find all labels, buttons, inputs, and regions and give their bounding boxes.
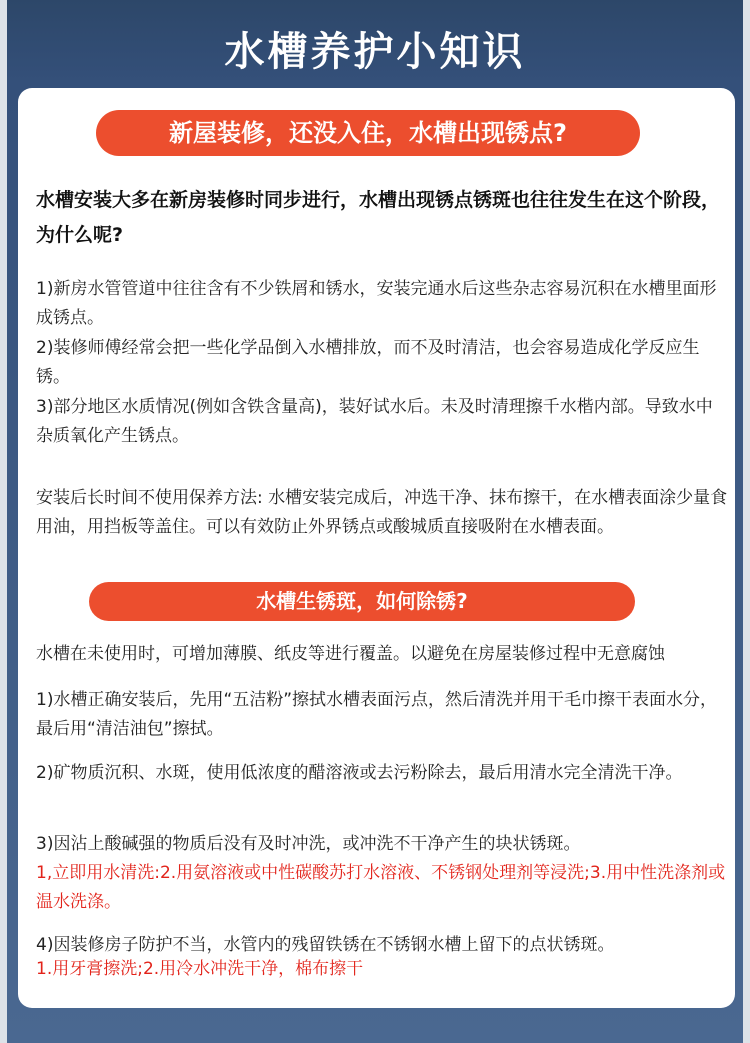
page-frame [7, 0, 743, 1043]
step-1: 1)水槽正确安装后，先用“五洁粉”擦拭水槽表面污点，然后清洗并用干毛巾擦干表面水分，最后用“清洁油包”擦拭。 [36, 690, 718, 739]
reason-item-1: 1)新房水管管道中往往含有不少铁屑和锈水，安装完通水后这些杂志容易沉积在水槽里面形成锈点。 [36, 279, 717, 328]
section2-heading: 水槽生锈斑，如何除锈? [89, 582, 635, 621]
step-2: 2)矿物质沉积、水斑，使用低浓度的醋溶液或去污粉除去，最后用清水完全清洗干净。 [36, 763, 683, 783]
section2-intro: 水槽在未使用时，可增加薄膜、纸皮等进行覆盖。以避免在房屋装修过程中无意腐蚀 [36, 644, 665, 664]
section1-heading: 新屋装修，还没入住，水槽出现锈点? [96, 110, 640, 156]
section1-lead: 水槽安装大多在新房装修时同步进行，水槽出现锈点锈斑也往往发生在这个阶段，为什么呢? [36, 189, 721, 246]
step-3-fix: 1,立即用水清洗:2.用氨溶液或中性碳酸苏打水溶液、不锈钢处理剂等浸洗;3.用中性洗涤剂或温水洗涤。 [36, 863, 726, 912]
reason-item-2: 2)装修师傅经常会把一些化学品倒入水槽排放，而不及时清洁，也会容易造成化学反应生锈。 [36, 338, 700, 387]
step-3: 3)因沾上酸碱强的物质后没有及时冲洗，或冲洗不干净产生的块状锈斑。 [36, 834, 581, 854]
protection-method: 安装后长时间不使用保养方法: 水槽安装完成后，冲选干净、抹布擦干，在水槽表面涂少量食用油，用挡板等盖住。可以有效防止外界锈点或酸城质直接吸附在水槽表面。 [36, 488, 728, 537]
step-4-fix: 1.用牙膏擦洗;2.用冷水冲洗干净，棉布擦干 [36, 959, 364, 979]
reason-item-3: 3)部分地区水质情况(例如含铁含量高)，装好试水后。未及时清理擦千水楷内部。导致水中杂质氧化产生锈点。 [36, 397, 713, 446]
content-card [18, 88, 735, 1008]
step-4: 4)因装修房子防护不当，水管内的残留铁锈在不锈钢水槽上留下的点状锈斑。 [36, 935, 615, 955]
page-title: 水槽养护小知识 [224, 29, 526, 75]
